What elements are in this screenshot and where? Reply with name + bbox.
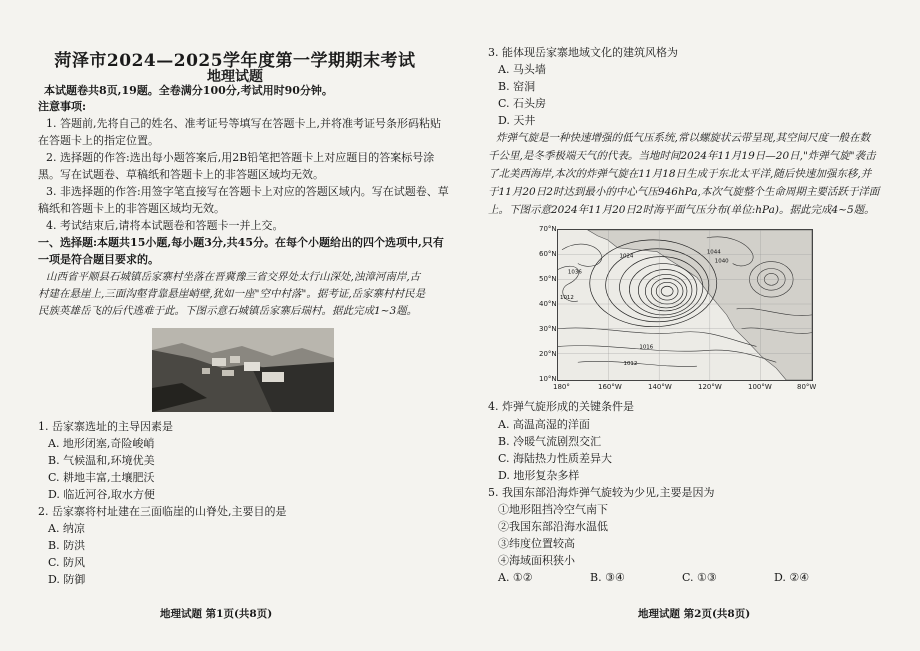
question-5-option-d[interactable]: D. ②④ — [774, 571, 810, 584]
sea-level-pressure-map — [557, 229, 813, 381]
question-2-option-d[interactable]: D. 防御 — [48, 573, 86, 586]
question-2-stem: 2. 岳家寨将村址建在三面临崖的山脊处,主要目的是 — [38, 505, 287, 518]
passage-line: 山西省平顺县石城镇岳家寨村坐落在晋冀豫三省交界处太行山深处,浊漳河南岸,古 — [46, 271, 421, 283]
lon-label: 80°W — [797, 383, 817, 391]
question-5-item: ②我国东部沿海水温低 — [498, 520, 608, 533]
question-1-option-c[interactable]: C. 耕地丰富,土壤肥沃 — [48, 471, 155, 484]
lat-label: 40°N — [539, 300, 557, 308]
note-line: 稿纸和答题卡上的非答题区域均无效。 — [38, 202, 225, 215]
question-3-option-b[interactable]: B. 窑洞 — [498, 80, 536, 93]
question-5-option-c[interactable]: C. ①③ — [682, 571, 717, 584]
question-5-option-b[interactable]: B. ③④ — [590, 571, 625, 584]
section-heading-cont: 一项是符合题目要求的。 — [38, 253, 159, 266]
passage-line: 于11月20日2时达到最小的中心气压946hPa,本次气旋整个生命周期主要活跃于洋面 — [488, 186, 880, 198]
page-2-footer: 地理试题 第2页(共8页) — [638, 608, 751, 620]
lon-label: 180° — [553, 383, 570, 391]
question-3-option-a[interactable]: A. 马头墙 — [498, 63, 546, 76]
lat-label: 60°N — [539, 250, 557, 258]
isobar-label: 1024 — [619, 253, 634, 260]
passage-line: 了北美西海岸,本次的炸弹气旋在11月18日生成于东北太平洋,随后快速加强东移,并 — [488, 168, 872, 180]
lat-label: 50°N — [539, 275, 557, 283]
question-3-option-d[interactable]: D. 天井 — [498, 114, 536, 127]
question-5-option-a[interactable]: A. ①② — [498, 571, 533, 584]
note-line: 在答题卡上的指定位置。 — [38, 134, 159, 147]
isobar-label: 1044 — [706, 249, 721, 256]
lat-label: 70°N — [539, 225, 557, 233]
lat-label: 10°N — [539, 375, 557, 383]
exam-title: 菏泽市2024—2025学年度第一学期期末考试 — [54, 51, 416, 71]
page-1-footer: 地理试题 第1页(共8页) — [160, 608, 273, 620]
question-5-stem: 5. 我国东部沿海炸弹气旋较为少见,主要是因为 — [488, 486, 715, 499]
question-3-stem: 3. 能体现岳家寨地域文化的建筑风格为 — [488, 46, 678, 59]
question-5-item: ①地形阻挡冷空气南下 — [498, 503, 608, 516]
lat-label: 30°N — [539, 325, 557, 333]
lon-label: 120°W — [698, 383, 722, 391]
village-photo — [152, 328, 334, 412]
exam-subtitle: 地理试题 — [207, 69, 263, 85]
question-5-item: ④海域面积狭小 — [498, 554, 575, 567]
question-2-option-c[interactable]: C. 防风 — [48, 556, 86, 569]
note-line: 1. 答题前,先将自己的姓名、准考证号等填写在答题卡上,并将准考证号条形码粘贴 — [46, 117, 441, 130]
passage-line: 村建在悬崖上,三面沟壑背靠悬崖峭壁,犹如一座"空中村落"。据考证,岳家寨村村民是 — [38, 288, 426, 300]
note-line: 黑。写在试题卷、草稿纸和答题卡上的非答题区域均无效。 — [38, 168, 324, 181]
question-4-option-a[interactable]: A. 高温高湿的洋面 — [498, 418, 590, 431]
question-4-stem: 4. 炸弹气旋形成的关键条件是 — [488, 400, 634, 413]
note-line: 4. 考试结束后,请将本试题卷和答题卡一并上交。 — [46, 219, 284, 232]
passage-line: 千公里,是冬季极端天气的代表。当地时间2024年11月19日—20日,"炸弹气旋"袭击 — [488, 150, 876, 162]
question-1-option-d[interactable]: D. 临近河谷,取水方便 — [48, 488, 155, 501]
lon-label: 100°W — [748, 383, 772, 391]
question-1-option-b[interactable]: B. 气候温和,环境优美 — [48, 454, 155, 467]
isobar-label: 1036 — [567, 269, 582, 276]
question-1-stem: 1. 岳家寨选址的主导因素是 — [38, 420, 173, 433]
lat-label: 20°N — [539, 350, 557, 358]
question-5-item: ③纬度位置较高 — [498, 537, 575, 550]
notes-heading: 注意事项: — [38, 100, 87, 113]
section-heading: 一、选择题:本题共15小题,每小题3分,共45分。在每个小题给出的四个选项中,只有 — [38, 236, 444, 249]
question-2-option-b[interactable]: B. 防洪 — [48, 539, 86, 552]
question-3-option-c[interactable]: C. 石头房 — [498, 97, 547, 110]
note-line: 2. 选择题的作答:选出每小题答案后,用2B铅笔把答题卡上对应题目的答案标号涂 — [46, 151, 435, 164]
question-1-option-a[interactable]: A. 地形闭塞,奇险峻峭 — [48, 437, 155, 450]
question-2-option-a[interactable]: A. 纳凉 — [48, 522, 85, 535]
isobar-label: 1040 — [714, 258, 729, 265]
passage-line: 民族英雄岳飞的后代逃难于此。下图示意石城镇岳家寨后瑞村。据此完成1~3题。 — [38, 305, 418, 317]
exam-intro: 本试题卷共8页,19题。全卷满分100分,考试用时90分钟。 — [44, 84, 333, 97]
passage-line: 上。下图示意2024年11月20日2时海平面气压分布(单位:hPa)。据此完成4~5题。 — [488, 204, 875, 216]
question-4-option-b[interactable]: B. 冷暖气流剧烈交汇 — [498, 435, 602, 448]
passage-line: 炸弹气旋是一种快速增强的低气压系统,常以螺旋状云带呈现,其空间尺度一般在数 — [496, 132, 871, 144]
question-4-option-d[interactable]: D. 地形复杂多样 — [498, 469, 580, 482]
note-line: 3. 非选择题的作答:用签字笔直接写在答题卡上对应的答题区域内。写在试题卷、草 — [46, 185, 449, 198]
isobar-label: 1012 — [559, 295, 574, 302]
lon-label: 160°W — [598, 383, 622, 391]
isobar-label: 1012 — [623, 361, 638, 368]
lon-label: 140°W — [648, 383, 672, 391]
isobar-label: 1016 — [639, 344, 654, 351]
question-4-option-c[interactable]: C. 海陆热力性质差异大 — [498, 452, 613, 465]
